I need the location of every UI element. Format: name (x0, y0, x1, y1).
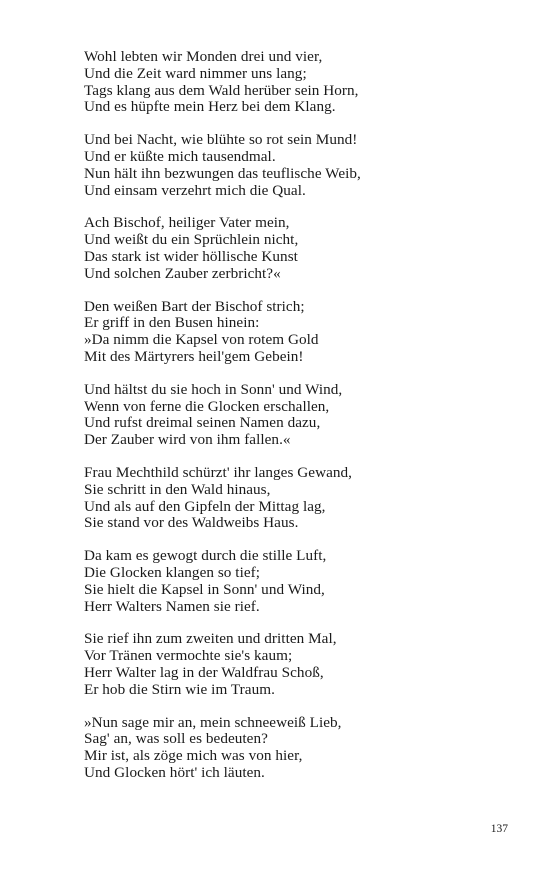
poem-line: Und rufst dreimal seinen Namen dazu, (84, 414, 321, 432)
poem-line: Und hältst du sie hoch in Sonn' und Wind, (84, 380, 343, 398)
poem-line: Und er küßte mich tausendmal. (84, 147, 276, 165)
poem-line: Sie rief ihn zum zweiten und dritten Mal, (84, 630, 337, 648)
poem-line: Sie schritt in den Wald hinaus, (84, 480, 271, 498)
poem-line: Mit des Märtyrers heil'gem Gebein! (84, 347, 304, 365)
poem-line: Sag' an, was soll es bedeuten? (84, 730, 268, 748)
poem-line: Wenn von ferne die Glocken erschallen, (84, 397, 330, 415)
stanza-3 (84, 215, 504, 282)
poem-line: Und solchen Zauber zerbricht?« (84, 264, 281, 282)
stanza-8 (84, 631, 504, 698)
poem-line: »Nun sage mir an, mein schneeweiß Lieb, (84, 713, 342, 731)
poem-line: Das stark ist wider höllische Kunst (84, 247, 298, 265)
poem-line: Und als auf den Gipfeln der Mittag lag, (84, 497, 326, 515)
poem-line: Wohl lebten wir Monden drei und vier, (84, 48, 323, 65)
poem-line: Und es hüpfte mein Herz bei dem Klang. (84, 98, 336, 116)
poem-line: Und weißt du ein Sprüchlein nicht, (84, 231, 299, 249)
poem-line: Ach Bischof, heiliger Vater mein, (84, 214, 290, 232)
stanza-9 (84, 715, 504, 782)
poem-line: Tags klang aus dem Wald herüber sein Horn, (84, 81, 359, 99)
poem-line: Die Glocken klangen so tief; (84, 563, 261, 581)
poem-line: Mir ist, als zöge mich was von hier, (84, 747, 303, 765)
poem-line: Sie stand vor des Waldweibs Haus. (84, 514, 299, 532)
poem-line: Und Glocken hört' ich läuten. (84, 763, 265, 781)
stanza-4 (84, 299, 504, 366)
poem-line: Herr Walter lag in der Waldfrau Schoß, (84, 663, 324, 681)
stanza-1 (84, 49, 504, 116)
poem-line: Und die Zeit ward nimmer uns lang; (84, 64, 307, 82)
poem-line: Er griff in den Busen hinein: (84, 314, 260, 332)
stanza-7 (84, 548, 504, 615)
poem-line: Nun hält ihn bezwungen das teuflische Weib, (84, 164, 361, 182)
poem-line: Frau Mechthild schürzt' ihr langes Gewand, (84, 463, 353, 481)
poem-line: Er hob die Stirn wie im Traum. (84, 680, 275, 698)
stanza-5 (84, 382, 504, 449)
poem-line: Sie hielt die Kapsel in Sonn' und Wind, (84, 580, 325, 598)
page-number: 137 (490, 823, 508, 835)
poem-text (84, 49, 504, 798)
poem-line: Vor Tränen vermochte sie's kaum; (84, 647, 293, 665)
stanza-6 (84, 465, 504, 532)
poem-line: Den weißen Bart der Bischof strich; (84, 297, 305, 315)
poem-line: Herr Walters Namen sie rief. (84, 597, 260, 615)
poem-line: Der Zauber wird von ihm fallen.« (84, 431, 291, 449)
stanza-2 (84, 132, 504, 199)
poem-line: Und bei Nacht, wie blühte so rot sein Mund! (84, 131, 358, 149)
poem-line: »Da nimm die Kapsel von rotem Gold (84, 331, 319, 349)
poem-line: Da kam es gewogt durch die stille Luft, (84, 547, 327, 565)
poem-line: Und einsam verzehrt mich die Qual. (84, 181, 306, 199)
